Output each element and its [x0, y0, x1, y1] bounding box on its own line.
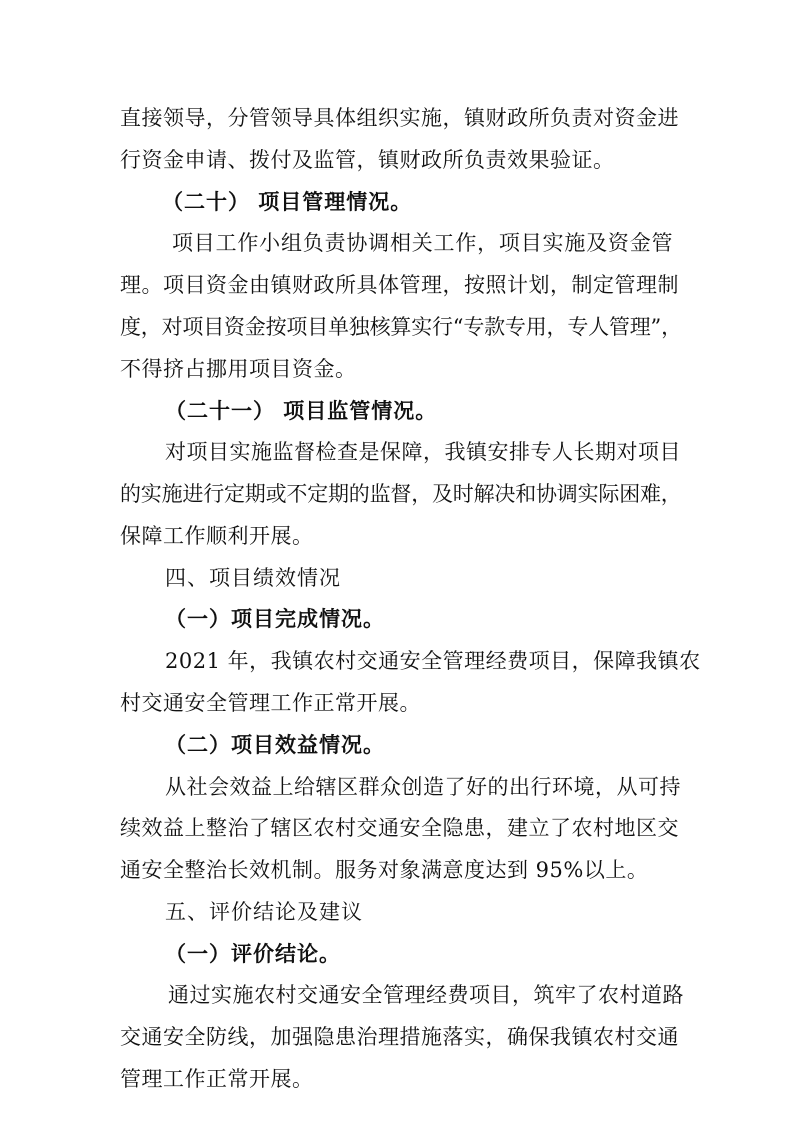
paragraph-line: 2021 年，我镇农村交通安全管理经费项目，保障我镇农: [165, 649, 701, 673]
paragraph-line: 项目工作小组负责协调相关工作，项目实施及资金管: [172, 231, 673, 255]
paragraph-line: 从社会效益上给辖区群众创造了好的出行环境，从可持: [165, 775, 681, 799]
paragraph-line: 续效益上整治了辖区农村交通安全隐患，建立了农村地区交: [120, 816, 679, 840]
paragraph-line: 直接领导，分管领导具体组织实施，镇财政所负责对资金进: [120, 106, 679, 130]
paragraph-line: 村交通安全管理工作正常开展。: [120, 691, 421, 715]
paragraph-line: 不得挤占挪用项目资金。: [120, 357, 357, 381]
paragraph-line: 理。项目资金由镇财政所具体管理，按照计划，制定管理制: [120, 273, 679, 297]
section-heading: （二十） 项目管理情况。: [162, 190, 413, 214]
chapter-heading: 四、项目绩效情况: [165, 566, 341, 590]
paragraph-line: 对项目实施监督检查是保障，我镇安排专人长期对项目: [165, 440, 681, 464]
paragraph-line: 行资金申请、拨付及监管，镇财政所负责效果验证。: [120, 148, 615, 172]
paragraph-line: 通过实施农村交通安全管理经费项目，筑牢了农村道路: [168, 983, 684, 1007]
paragraph-line: 通安全整治长效机制。服务对象满意度达到 95%以上。: [120, 858, 649, 882]
paragraph-line: 交通安全防线，加强隐患治理措施落实，确保我镇农村交通: [120, 1025, 679, 1049]
paragraph-line: 管理工作正常开展。: [120, 1067, 314, 1091]
section-heading: （二）项目效益情况。: [165, 733, 385, 757]
chapter-heading: 五、评价结论及建议: [165, 900, 363, 924]
paragraph-line: 度，对项目资金按项目单独核算实行“专款专用，专人管理”，: [120, 315, 682, 339]
section-heading: （一）项目完成情况。: [165, 607, 385, 631]
section-heading: （二十一） 项目监管情况。: [165, 399, 438, 423]
paragraph-line: 保障工作顺利开展。: [120, 524, 314, 548]
section-heading: （一）评价结论。: [165, 942, 341, 966]
paragraph-line: 的实施进行定期或不定期的监督，及时解决和协调实际困难，: [120, 482, 682, 506]
